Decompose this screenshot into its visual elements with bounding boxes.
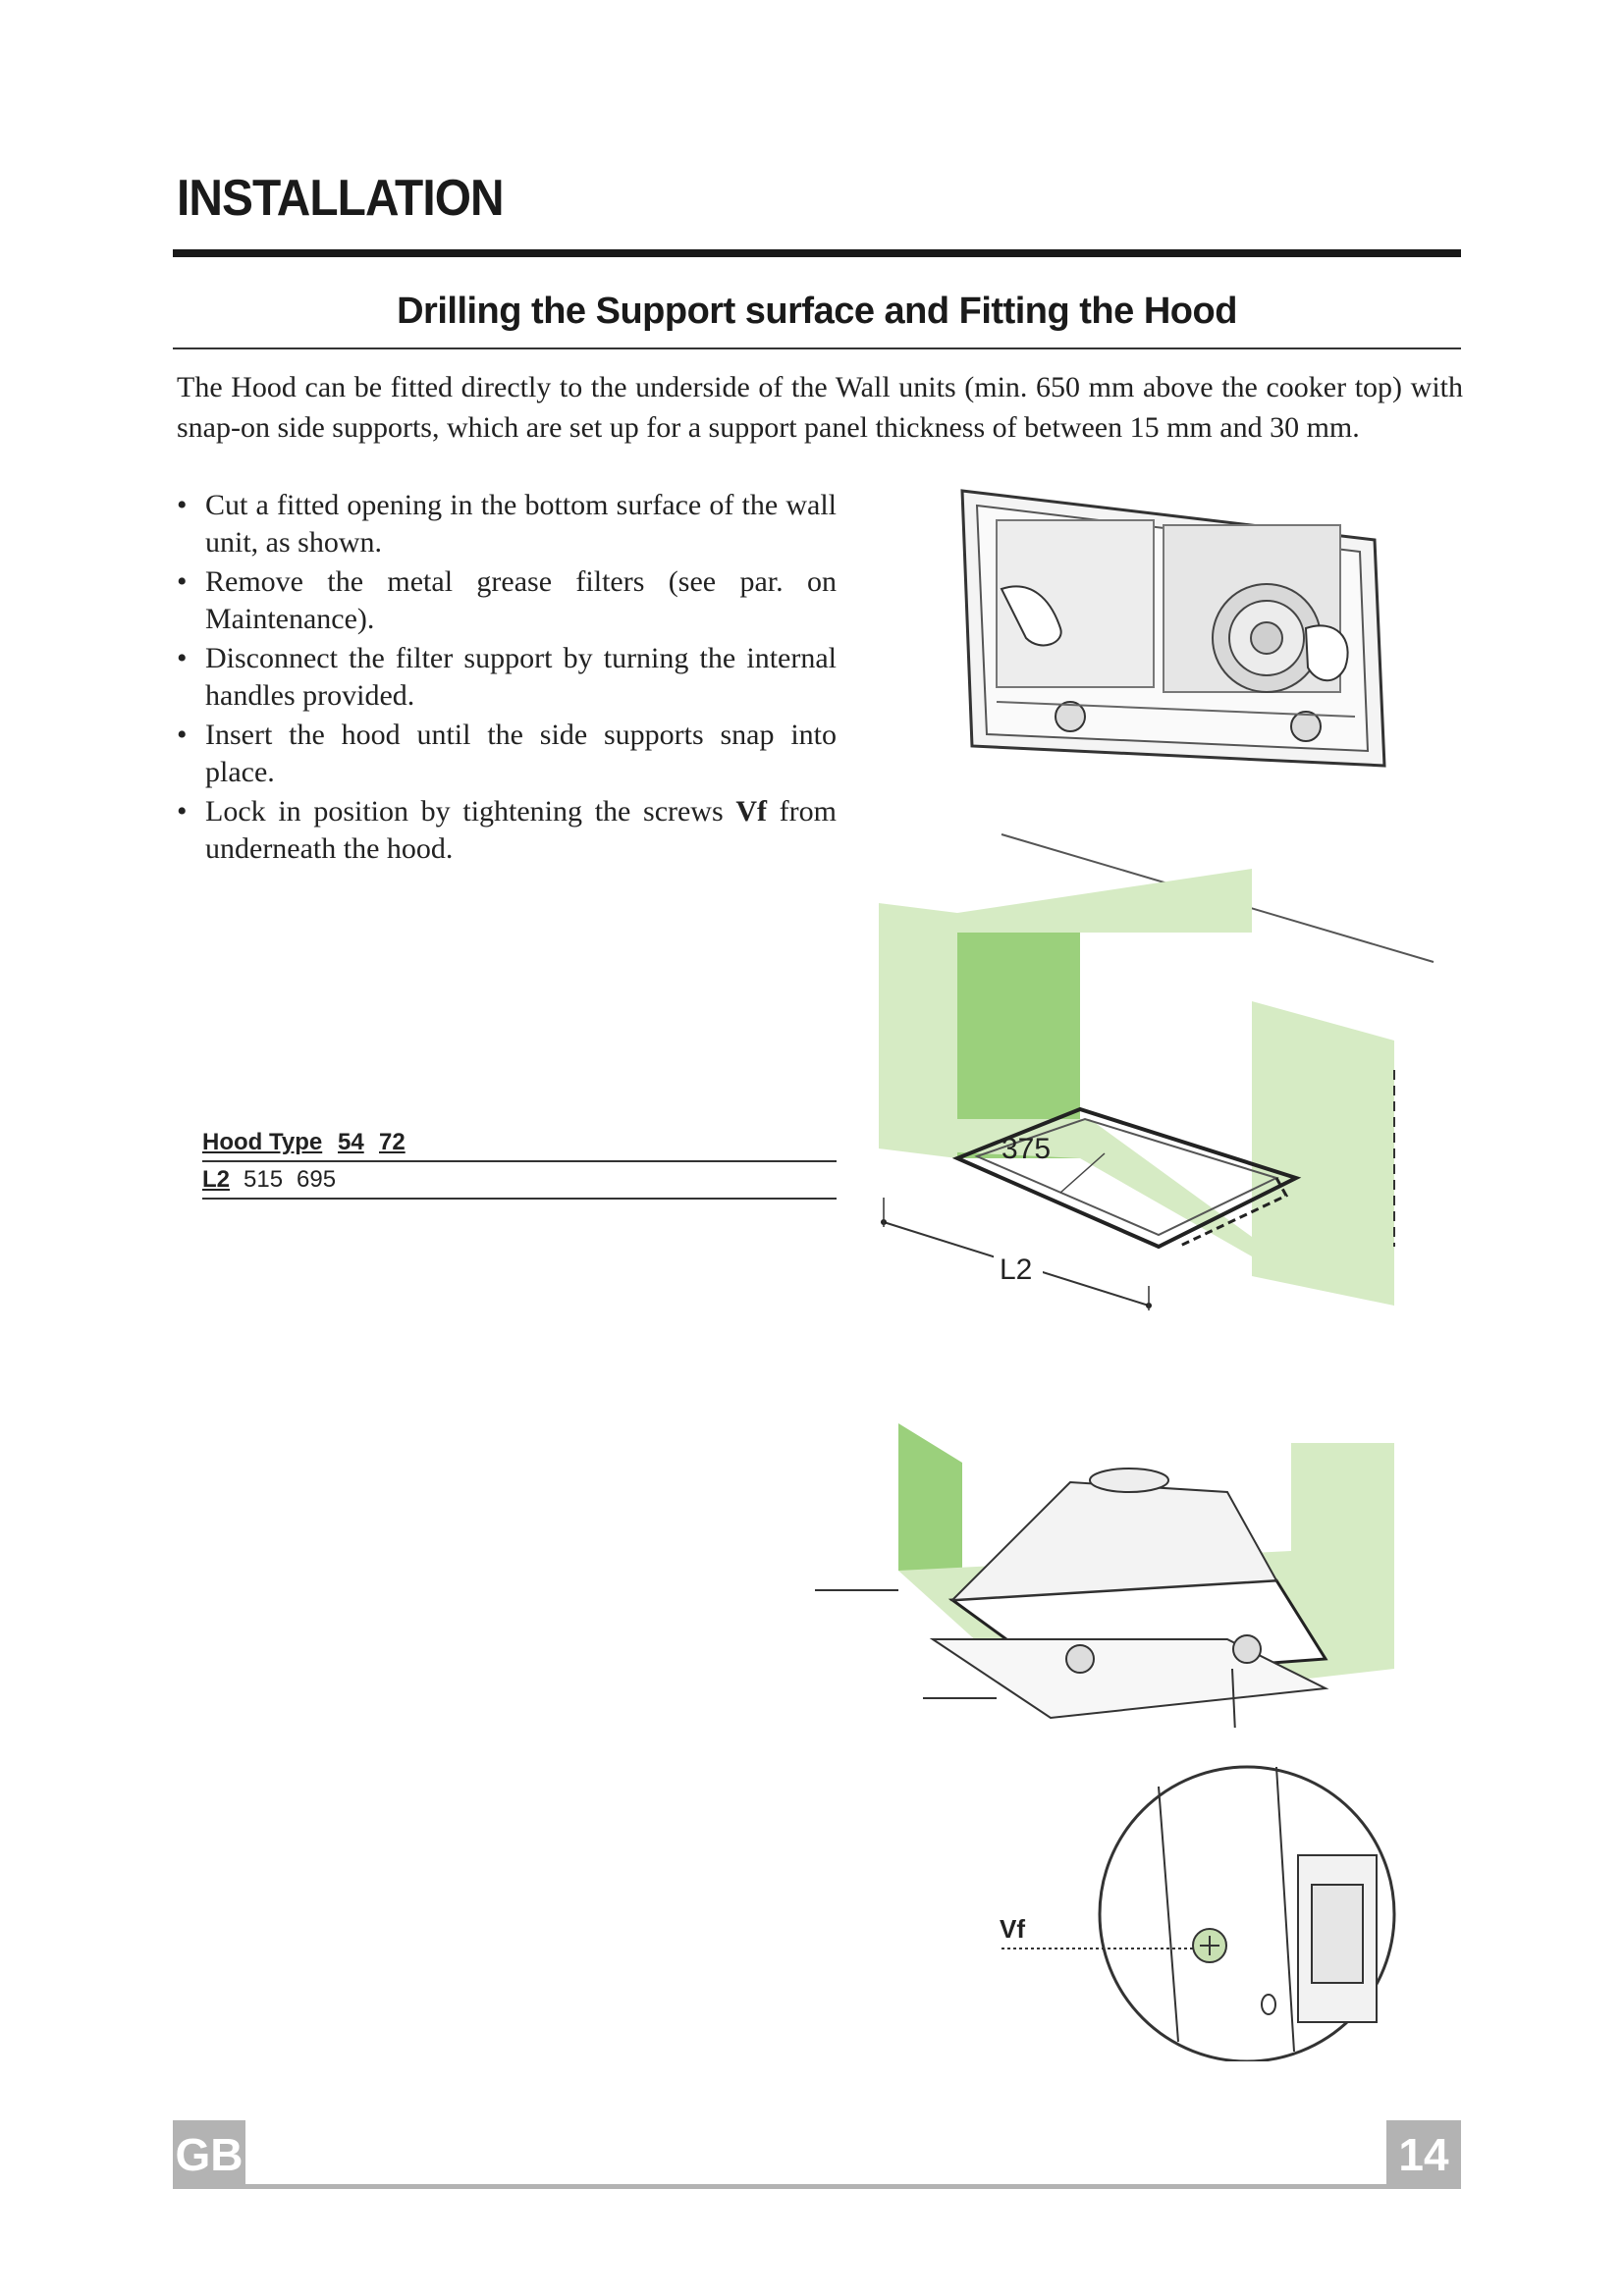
step-text: Insert the hood until the side supports snap into place. <box>205 719 837 788</box>
table-header-label: Hood Type <box>202 1129 323 1155</box>
installation-steps <box>177 487 837 870</box>
step-item <box>177 487 837 561</box>
step-text: from underneath the hood. <box>205 795 837 865</box>
hood-filter-illustration <box>943 481 1404 785</box>
screw-vf-label: Vf <box>1000 1914 1025 1944</box>
hood-fitted-diagram <box>815 1414 1404 1728</box>
page-number: 14 <box>1386 2120 1461 2189</box>
screw-detail-diagram <box>982 1728 1414 2061</box>
title-rule <box>173 249 1461 257</box>
page-title: INSTALLATION <box>177 170 504 227</box>
footer-rule <box>173 2184 1461 2189</box>
table-cell: 515 <box>244 1166 284 1193</box>
step-text: Disconnect the filter support by turning the internal handles provided. <box>205 642 837 712</box>
bullet: • <box>177 489 188 521</box>
table-row-label: L2 <box>202 1166 231 1193</box>
dimension-375-label: 375 <box>1001 1133 1052 1165</box>
step-item <box>177 563 837 638</box>
bullet: • <box>177 642 188 674</box>
step-text: Cut a fitted opening in the bottom surface of the wall unit, as shown. <box>205 489 837 559</box>
step-text: Remove the metal grease filters (see par. on Maintenance). <box>205 565 837 635</box>
language-badge: GB <box>173 2120 245 2189</box>
dimension-l2-label: L2 <box>1000 1254 1033 1286</box>
step-item <box>177 640 837 715</box>
bullet: • <box>177 795 188 828</box>
dimension-table <box>202 1125 837 1200</box>
step-text: Lock in position by tightening the screws <box>205 795 736 828</box>
intro-paragraph: The Hood can be fitted directly to the underside of the Wall units (min. 650 mm above the cooker top) with snap-on side supports, which are set up for a support panel thickness of between 15 mm and 30 mm. <box>177 371 1463 444</box>
table-header-value: 54 <box>338 1129 364 1155</box>
bullet: • <box>177 719 188 751</box>
bullet: • <box>177 565 188 598</box>
section-subtitle: Drilling the Support surface and Fitting the Hood <box>397 291 1237 332</box>
table-row <box>202 1162 837 1200</box>
table-cell: 695 <box>297 1166 337 1193</box>
table-header-value: 72 <box>379 1129 406 1155</box>
subtitle-rule <box>173 347 1461 349</box>
cutout-opening-diagram <box>864 825 1453 1315</box>
step-item <box>177 717 837 791</box>
screw-label: Vf <box>735 795 767 828</box>
table-header-row <box>202 1125 837 1162</box>
step-item <box>177 793 837 868</box>
